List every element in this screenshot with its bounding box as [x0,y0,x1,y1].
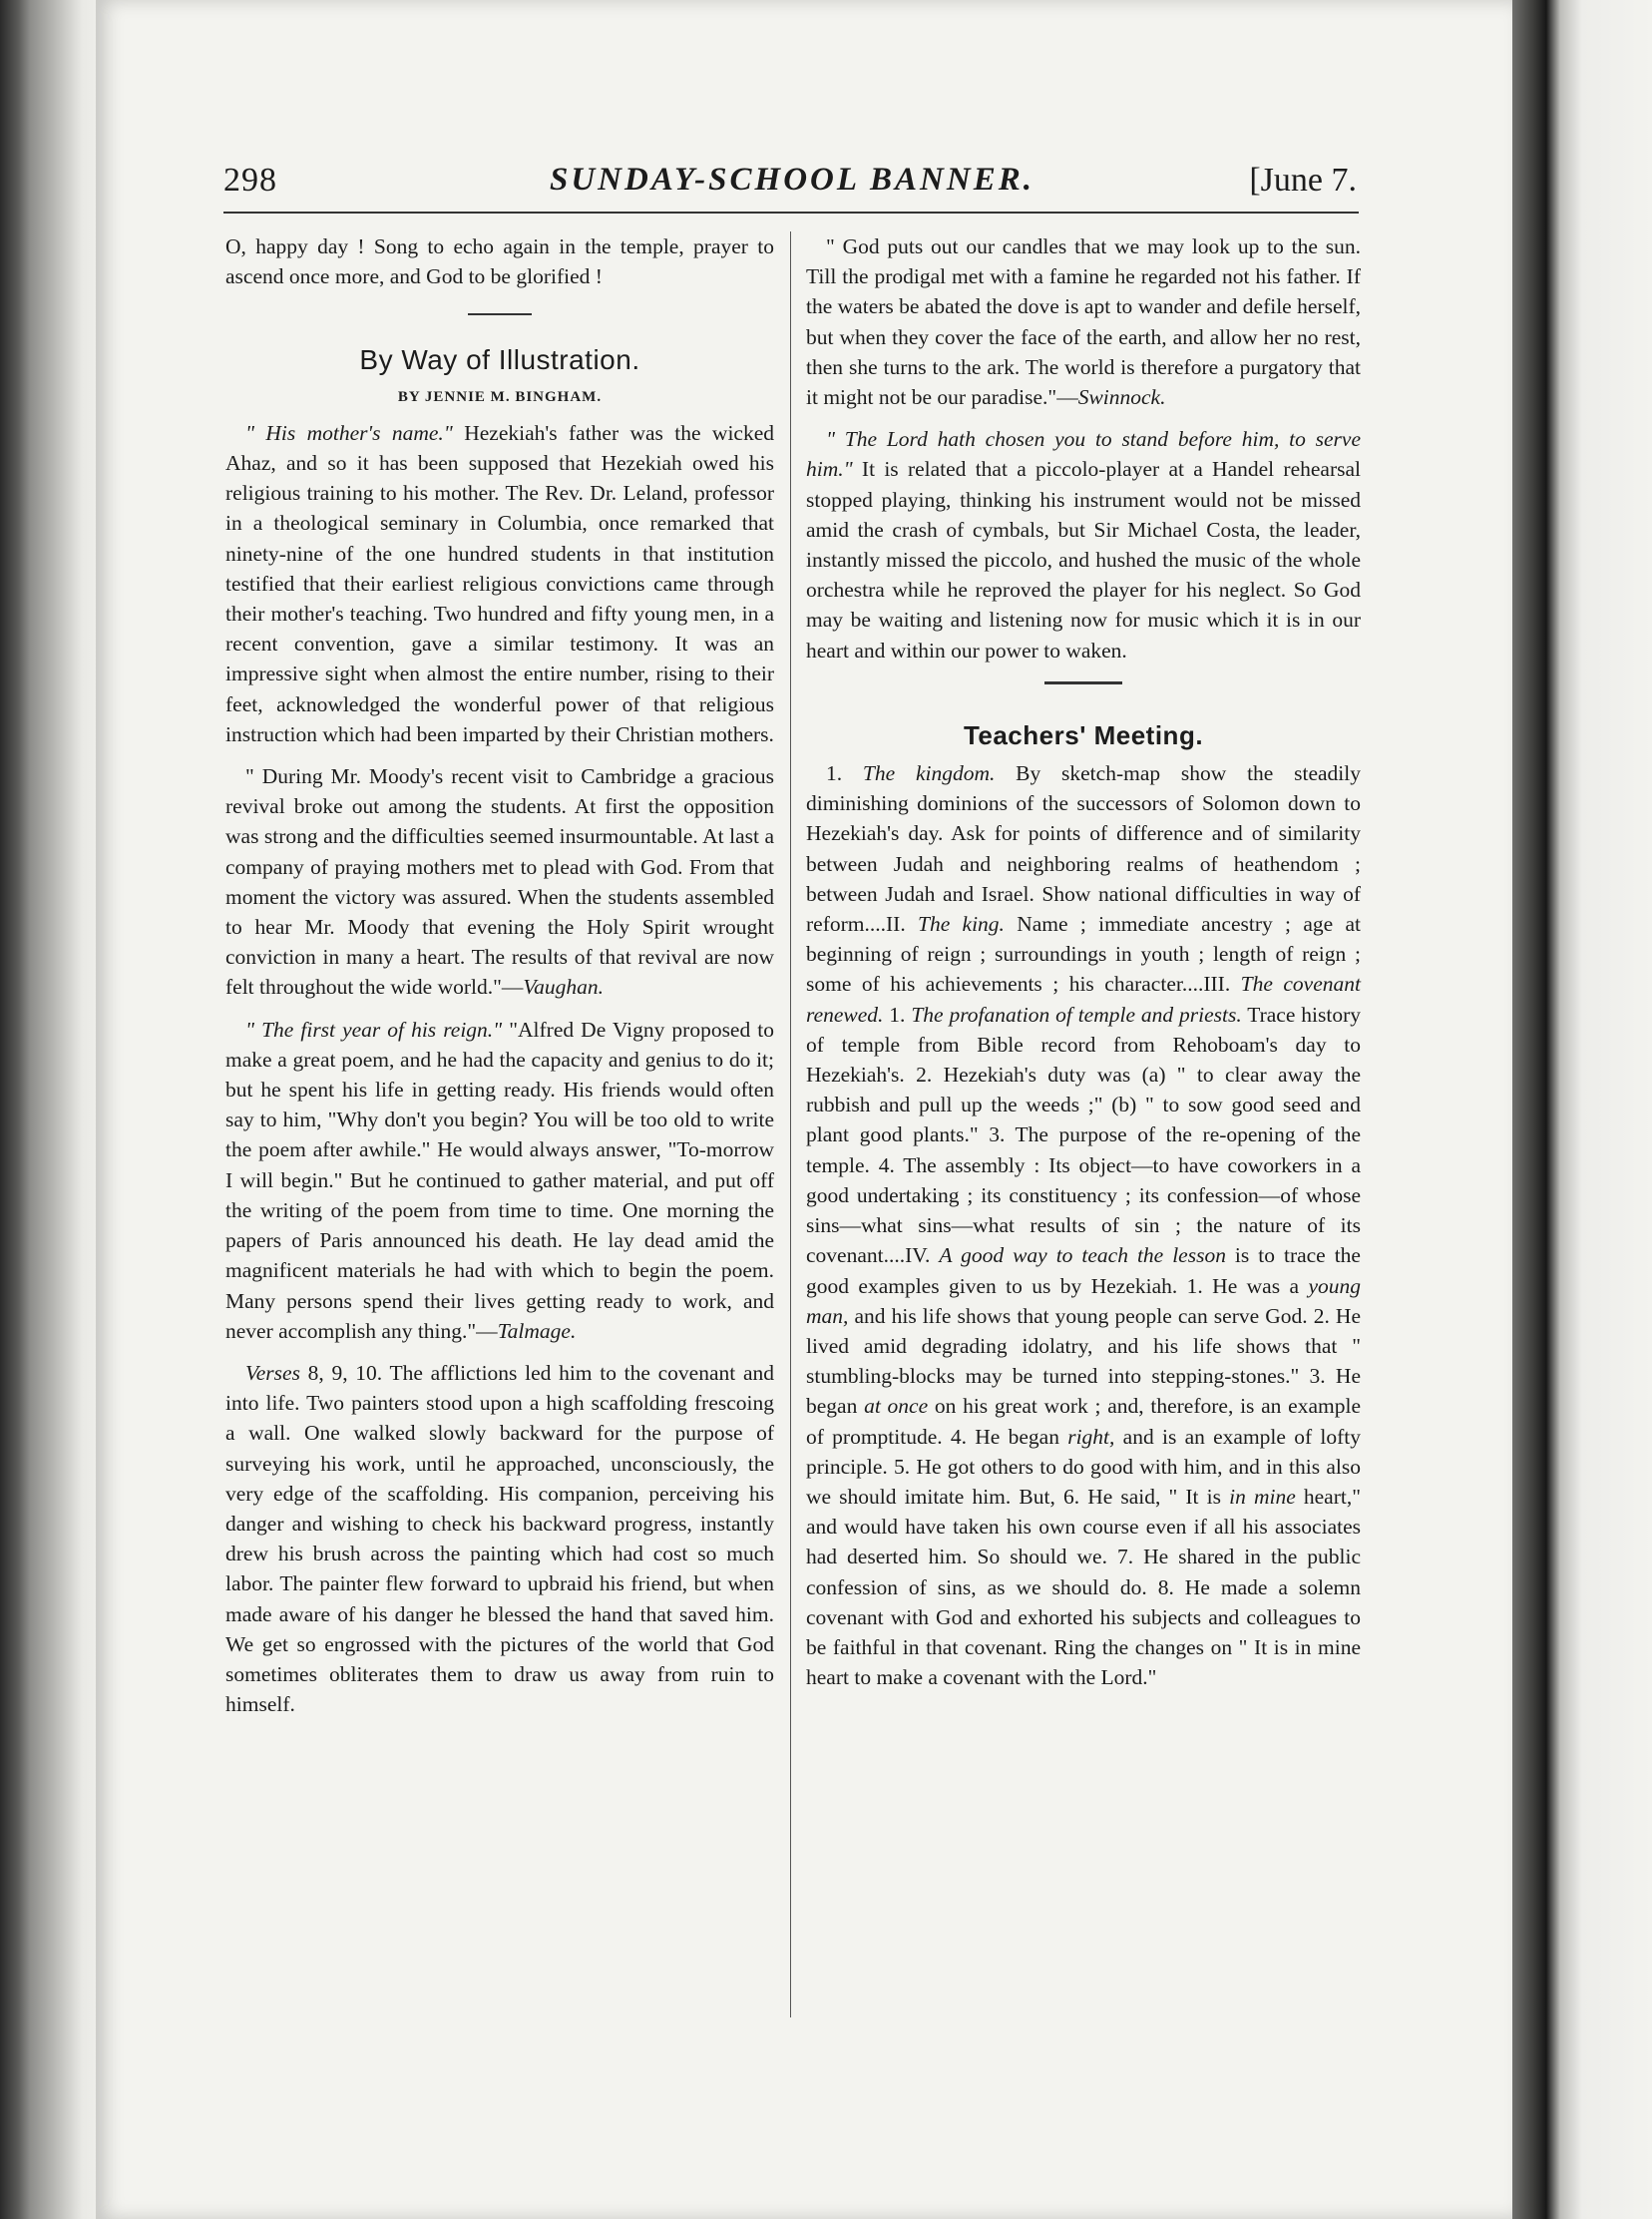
paragraph-lead: " His mother's name." [245,420,453,445]
paragraph-lead: " The Lord hath chosen you to stand before him, to serve him." [806,427,1361,482]
text-run: heart," and would have taken his own course even if all his associates had deserted him. So should we. 7. He shared in the public confession of sins, as we should do. 8. He made a solemn covenant with God and exhorted his subjects and colleagues to be faithful in that covenant. Ring the changes on " It is in mine heart to make a covenant with the Lord." [806,1484,1361,1690]
author-byline: BY JENNIE M. BINGHAM. [397,388,603,405]
quote-source: Swinnock. [1077,385,1166,410]
right-column [806,231,1361,1704]
emphasis: A good way to teach the lesson [939,1243,1226,1268]
paragraph-lead: " The first year of his reign." [245,1017,503,1042]
emphasis: at once [864,1394,929,1419]
book-gutter [1512,0,1652,2219]
text-run: on his great work ; and, therefore, is an example of promptitude. 4. He began [806,1394,1361,1449]
book-binding [0,0,110,2219]
section-divider [1044,681,1122,684]
emphasis: The covenant renewed. [806,972,1361,1027]
text-run: 1. [826,761,863,786]
page-number: 298 [223,162,277,199]
emphasis: The profanation of temple and priests. [911,1002,1242,1027]
paragraph-text: " During Mr. Moody's recent visit to Cambridge a gracious revival broke out among the students. At first the opposition was strong and the difficulties seemed insurmountable. At last a company of praying mothers met to plead with God. From that moment the victory was assured. When the students assembled to hear Mr. Moody that evening the Holy Spirit wrought conviction in many a heart. The results of that revival are now felt throughout the wide world."— [225,764,774,1000]
issue-date: [June 7. [1249,162,1357,199]
text-run: Trace history of temple from Bible record from Rehoboam's day to Hezekiah's. 2. Hezekiah's duty was (a) " to clear away the rubbish and pull up the weeds ;" (b) " to sow good seed and plant good plants." 3. The purpose of the re-opening of the temple. 4. The assembly : Its object—to have coworkers in a good undertaking ; its constituency ; its confession—of whose sins—what sins—what results of sin ; the nature of its covenant....IV. [806,1002,1362,1268]
paragraph-teachers-meeting [806,758,1361,1692]
paragraph-mothers-name [225,418,774,749]
emphasis: in mine [1229,1484,1296,1509]
paragraph-first-year [225,1015,774,1346]
section-divider [468,313,532,315]
paragraph-text: It is related that a piccolo-player at a Handel rehearsal stopped playing, thinking his instrument would not be missed amid the crash of cymbals, but Sir Michael Costa, the leader, instantly missed the piccolo, and hushed the music of the whole orchestra while he reproved the player for his neglect. So God may be waiting and listening now for music which it is in our heart and within our power to waken. [806,457,1361,663]
paragraph-candles [806,231,1361,412]
paragraph-lead: Verses [245,1360,300,1385]
paragraph-text: Hezekiah's father was the wicked Ahaz, and so it has been supposed that Hezekiah owed his religious training to his mother. The Rev. Dr. Leland, professor in a theological seminary in Columbia, once remarked that ninety-nine of the one hundred students in that institution testified that their earliest religious convictions came through their mother's teaching. Two hundred and fifty young men, in a recent convention, gave a similar testimony. It was an impressive sight when almost the entire number, rising to their feet, acknowledged the wonderful power of that religious instruction which had been imparted by their Christian mothers. [225,420,774,746]
text-run: and is an example of lofty principle. 5. He got others to do good with him, and in this also we should imitate him. But, 6. He said, " It is [806,1424,1361,1509]
section-title-illustration: By Way of Illustration. [359,344,640,376]
paragraph-moody [225,761,774,1003]
emphasis: right, [1067,1424,1115,1449]
intro-paragraph: O, happy day ! Song to echo again in the temple, prayer to ascend once more, and God to be glorified ! [225,234,774,289]
column-divider [790,231,791,2017]
paragraph-verses [225,1358,774,1719]
emphasis: The kingdom. [862,761,996,786]
text-run: is to trace the good examples given to us by Hezekiah. 1. He was a [806,1243,1361,1298]
header-rule [223,212,1359,214]
text-run: Name ; immediate ancestry ; age at beginning of reign ; surroundings in youth ; length of reign ; some of his achievements ; his character....III. [806,912,1361,997]
text-run: 1. [883,1002,912,1027]
emphasis: The king. [917,912,1005,937]
paragraph-text: " God puts out our candles that we may look up to the sun. Till the prodigal met with a famine he regarded not his father. If the waters be abated the dove is apt to wander and defile herself, but when they cover the face of the earth, and allow her no rest, then she turns to the ark. The world is therefore a purgatory that it might not be our paradise."— [806,234,1361,410]
paragraph-text: 8, 9, 10. The afflictions led him to the covenant and into life. Two painters stood upon a high scaffolding frescoing a wall. One walked slowly backward for the purpose of surveying his work, until he approached, unconsciously, the very edge of the scaffolding. His companion, perceiving his danger and wishing to check his backward progress, instantly drew his brush across the painting which had cost so much labor. The painter flew forward to upbraid his friend, but when made aware of his danger he blessed the hand that saved him. We get so engrossed with the pictures of the world that God sometimes obliterates them to draw us away from ruin to himself. [225,1360,774,1717]
publication-title: SUNDAY-SCHOOL BANNER. [550,162,1034,198]
paragraph-piccolo [806,424,1361,666]
quote-source: Talmage. [497,1318,577,1343]
left-column [225,231,774,1731]
section-title-teachers-meeting: Teachers' Meeting. [963,719,1204,750]
emphasis: young man, [806,1273,1361,1328]
running-header [223,162,1357,208]
paragraph-text: "Alfred De Vigny proposed to make a great poem, and he had the capacity and genius to do it; but he spent his life in getting ready. His friends would often say to him, "Why don't you begin? You will be too old to write the poem after awhile." He would always answer, "To-morrow I will begin." But he continued to gather material, and put off the writing of the poem from time to time. One morning the papers of Paris announced his death. He lay dead amid the magnificent materials he had with which to begin the poem. Many persons spend their lives getting ready to work, and never accomplish any thing."— [225,1017,774,1343]
text-run: and his life shows that young people can serve God. 2. He lived amid degrading idolatry, and his life shows that " stumbling-blocks may be turned into stepping-stones." 3. He began [806,1303,1361,1419]
text-run: By sketch-map show the steadily diminishing dominions of the successors of Solomon down to Hezekiah's day. Ask for points of difference and of similarity between Judah and neighboring realms of heathendom ; between Judah and Israel. Show national difficulties in way of reform....II. [806,761,1361,937]
quote-source: Vaughan. [523,975,605,1000]
